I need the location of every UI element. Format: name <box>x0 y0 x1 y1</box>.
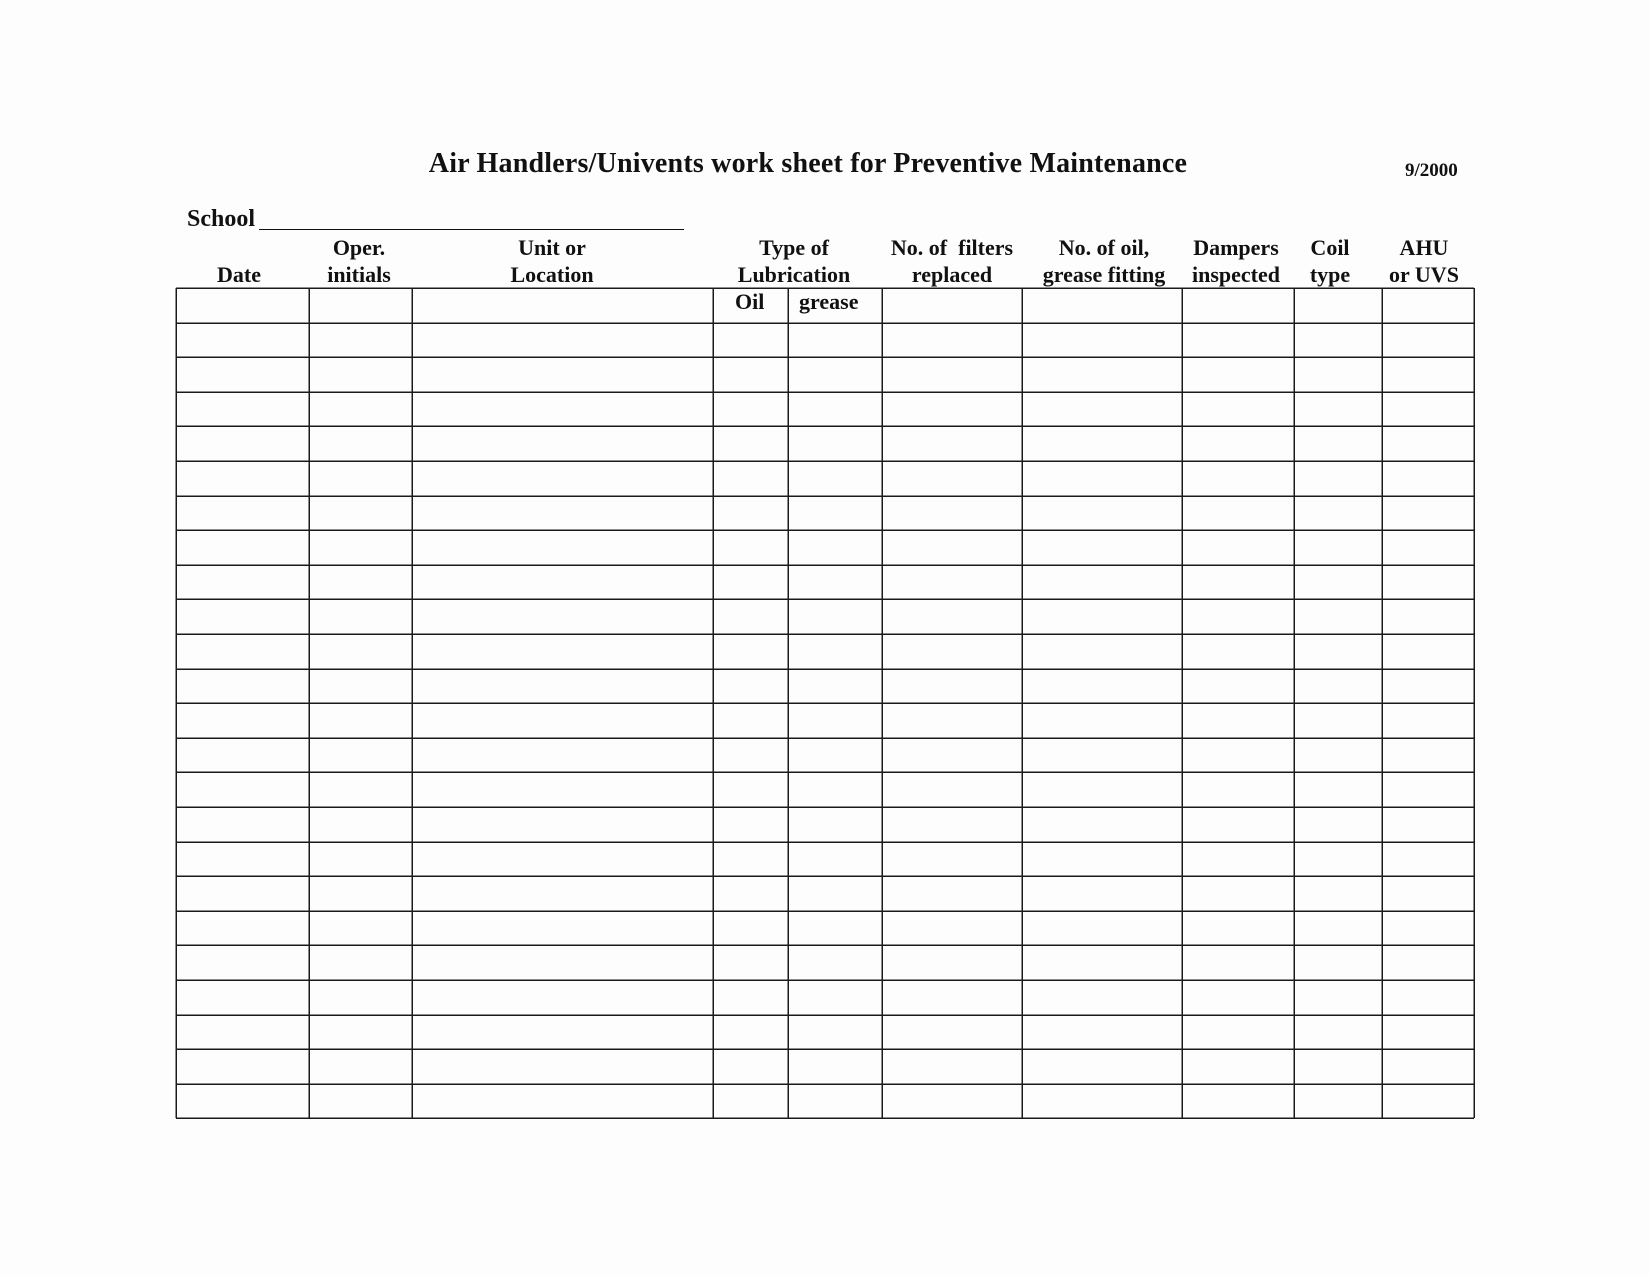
header-lub-line1: Type of <box>759 235 829 260</box>
header-oil-line2: grease fitting <box>1042 262 1166 287</box>
table-cell[interactable] <box>1383 566 1473 599</box>
revision-date: 9/2000 <box>1405 160 1458 181</box>
table-cell[interactable] <box>883 635 1021 668</box>
table-cell[interactable] <box>1023 1016 1181 1049</box>
table-cell[interactable] <box>1023 393 1181 426</box>
table-cell[interactable] <box>1383 635 1473 668</box>
table-cell[interactable] <box>310 843 411 876</box>
table-cell[interactable] <box>177 877 308 910</box>
table-cell[interactable] <box>310 773 411 806</box>
table-cell[interactable] <box>1183 393 1293 426</box>
table-cell[interactable] <box>413 843 712 876</box>
table-cell[interactable] <box>883 877 1021 910</box>
table-cell[interactable] <box>1383 358 1473 391</box>
table-cell[interactable] <box>883 566 1021 599</box>
table-cell[interactable] <box>413 1016 712 1049</box>
table-cell[interactable] <box>883 497 1021 530</box>
table-cell[interactable] <box>714 1085 787 1118</box>
table-cell[interactable] <box>177 427 308 460</box>
table-cell[interactable] <box>1023 704 1181 737</box>
table-cell[interactable] <box>1023 739 1181 772</box>
table-cell[interactable] <box>310 358 411 391</box>
table-cell[interactable] <box>1183 670 1293 703</box>
table-cell[interactable] <box>789 1050 881 1083</box>
subheader-grease: grease <box>799 289 859 314</box>
table-cell[interactable] <box>177 704 308 737</box>
table-cell[interactable] <box>1383 1050 1473 1083</box>
table-cell[interactable] <box>714 566 787 599</box>
table-cell[interactable] <box>310 1085 411 1118</box>
table-cell[interactable] <box>714 912 787 945</box>
header-ahu-line1: AHU <box>1399 235 1449 260</box>
table-cell[interactable] <box>714 981 787 1014</box>
subheader-oil: Oil <box>735 289 765 314</box>
table-cell[interactable] <box>789 704 881 737</box>
table-cell[interactable] <box>413 635 712 668</box>
table-cell[interactable] <box>1295 946 1381 979</box>
table-cell[interactable] <box>177 1085 308 1118</box>
table-cell[interactable] <box>1295 324 1381 357</box>
table-cell[interactable] <box>1295 1085 1381 1118</box>
table-cell[interactable] <box>413 1050 712 1083</box>
table-cell[interactable] <box>1295 462 1381 495</box>
table-cell[interactable] <box>177 462 308 495</box>
table-cell[interactable] <box>177 393 308 426</box>
table-cell[interactable] <box>177 324 308 357</box>
table-cell[interactable] <box>1183 1085 1293 1118</box>
table-cell[interactable] <box>1023 946 1181 979</box>
table-cell[interactable] <box>789 497 881 530</box>
table-cell[interactable] <box>1383 843 1473 876</box>
table-cell[interactable] <box>1383 670 1473 703</box>
table-cell[interactable] <box>310 670 411 703</box>
table-cell[interactable] <box>1023 808 1181 841</box>
header-date-label: Date <box>217 262 261 287</box>
table-cell[interactable] <box>883 427 1021 460</box>
table-cell[interactable] <box>883 462 1021 495</box>
header-dampers-line1: Dampers <box>1193 235 1279 260</box>
table-cell[interactable] <box>1295 1050 1381 1083</box>
table-cell[interactable] <box>1023 600 1181 633</box>
table-cell[interactable] <box>714 808 787 841</box>
header-filters-line1: No. of filters <box>890 235 1014 260</box>
table-cell[interactable] <box>714 670 787 703</box>
table-cell[interactable] <box>413 670 712 703</box>
header-oil-line1: No. of oil, <box>1058 235 1150 260</box>
table-cell[interactable] <box>1023 324 1181 357</box>
table-cell[interactable] <box>1183 843 1293 876</box>
table-cell[interactable] <box>177 946 308 979</box>
table-cell[interactable] <box>1023 670 1181 703</box>
table-cell[interactable] <box>413 704 712 737</box>
table-cell[interactable] <box>883 773 1021 806</box>
table-cell[interactable] <box>789 324 881 357</box>
table-cell[interactable] <box>1295 427 1381 460</box>
table-cell[interactable] <box>714 427 787 460</box>
table-cell[interactable] <box>1183 566 1293 599</box>
school-label: School <box>187 206 256 232</box>
table-cell[interactable] <box>1023 773 1181 806</box>
header-coil-line2: type <box>1309 262 1351 287</box>
table-cell[interactable] <box>310 981 411 1014</box>
table-cell[interactable] <box>714 946 787 979</box>
table-cell[interactable] <box>1383 324 1473 357</box>
table-cell[interactable] <box>789 739 881 772</box>
table-cell[interactable] <box>714 704 787 737</box>
table-cell[interactable] <box>1295 393 1381 426</box>
table-cell[interactable] <box>1383 946 1473 979</box>
table-cell[interactable] <box>177 670 308 703</box>
table-cell[interactable] <box>714 358 787 391</box>
table-cell[interactable] <box>714 773 787 806</box>
table-cell[interactable] <box>714 635 787 668</box>
table-cell[interactable] <box>1295 739 1381 772</box>
table-cell[interactable] <box>310 704 411 737</box>
table-cell[interactable] <box>789 1016 881 1049</box>
table-cell[interactable] <box>177 566 308 599</box>
table-cell[interactable] <box>883 946 1021 979</box>
table-cell[interactable] <box>789 393 881 426</box>
table-cell[interactable] <box>883 358 1021 391</box>
table-cell[interactable] <box>1183 462 1293 495</box>
worksheet-title: Air Handlers/Univents work sheet for Preventive Maintenance <box>428 148 1188 179</box>
table-cell[interactable] <box>1295 358 1381 391</box>
table-cell[interactable] <box>883 808 1021 841</box>
table-cell[interactable] <box>714 877 787 910</box>
table-cell[interactable] <box>413 393 712 426</box>
table-cell[interactable] <box>789 877 881 910</box>
table-cell[interactable] <box>1383 773 1473 806</box>
table-cell[interactable] <box>714 739 787 772</box>
table-cell[interactable] <box>1183 981 1293 1014</box>
table-cell[interactable] <box>883 1050 1021 1083</box>
table-cell[interactable] <box>310 566 411 599</box>
table-cell[interactable] <box>1183 1050 1293 1083</box>
table-cell[interactable] <box>177 635 308 668</box>
table-cell[interactable] <box>413 566 712 599</box>
table-cell[interactable] <box>310 531 411 564</box>
table-cell[interactable] <box>310 808 411 841</box>
table-cell[interactable] <box>1295 773 1381 806</box>
table-cell[interactable] <box>177 1016 308 1049</box>
table-cell[interactable] <box>789 1085 881 1118</box>
table-cell[interactable] <box>1183 739 1293 772</box>
table-cell[interactable] <box>1383 497 1473 530</box>
table-cell[interactable] <box>789 912 881 945</box>
header-lub-line2: Lubrication <box>737 262 851 287</box>
table-cell[interactable] <box>1383 393 1473 426</box>
table-cell[interactable] <box>413 1085 712 1118</box>
table-cell[interactable] <box>1023 981 1181 1014</box>
table-cell[interactable] <box>883 912 1021 945</box>
table-cell[interactable] <box>1023 1050 1181 1083</box>
table-cell[interactable] <box>714 497 787 530</box>
table-cell[interactable] <box>413 739 712 772</box>
table-cell[interactable] <box>1023 497 1181 530</box>
table-cell[interactable] <box>789 600 881 633</box>
table-cell[interactable] <box>310 946 411 979</box>
table-cell[interactable] <box>177 808 308 841</box>
table-cell[interactable] <box>413 462 712 495</box>
table-cell[interactable] <box>883 739 1021 772</box>
table-cell[interactable] <box>1295 566 1381 599</box>
table-cell[interactable] <box>883 1085 1021 1118</box>
table-cell[interactable] <box>310 912 411 945</box>
table-cell[interactable] <box>177 843 308 876</box>
table-cell[interactable] <box>714 324 787 357</box>
table-cell[interactable] <box>883 600 1021 633</box>
header-unit-line2: Location <box>510 262 594 287</box>
table-cell[interactable] <box>177 358 308 391</box>
table-cell[interactable] <box>1023 427 1181 460</box>
table-cell[interactable] <box>1295 497 1381 530</box>
table-cell[interactable] <box>883 393 1021 426</box>
table-cell[interactable] <box>310 1050 411 1083</box>
table-cell[interactable] <box>1023 635 1181 668</box>
table-cell[interactable] <box>413 600 712 633</box>
table-cell[interactable] <box>1295 808 1381 841</box>
table-cell[interactable] <box>1383 462 1473 495</box>
table-cell[interactable] <box>1023 877 1181 910</box>
header-filters-line2: replaced <box>911 262 993 287</box>
table-cell[interactable] <box>714 462 787 495</box>
table-cell[interactable] <box>883 324 1021 357</box>
table-cell[interactable] <box>310 877 411 910</box>
table-cell[interactable] <box>1023 462 1181 495</box>
table-cell[interactable] <box>177 981 308 1014</box>
table-cell[interactable] <box>177 912 308 945</box>
table-cell[interactable] <box>1183 531 1293 564</box>
table-cell[interactable] <box>1383 427 1473 460</box>
table-cell[interactable] <box>413 877 712 910</box>
table-cell[interactable] <box>789 531 881 564</box>
table-cell[interactable] <box>1023 912 1181 945</box>
table-cell[interactable] <box>177 1050 308 1083</box>
table-cell[interactable] <box>310 393 411 426</box>
table-cell[interactable] <box>1383 739 1473 772</box>
header-oper-line1: Oper. <box>332 235 386 260</box>
table-cell[interactable] <box>714 393 787 426</box>
table-cell[interactable] <box>310 635 411 668</box>
table-cell[interactable] <box>177 739 308 772</box>
table-cell[interactable] <box>789 635 881 668</box>
table-cell[interactable] <box>413 981 712 1014</box>
table-cell[interactable] <box>1183 497 1293 530</box>
table-cell[interactable] <box>1023 566 1181 599</box>
header-coil-line1: Coil <box>1310 235 1350 260</box>
table-cell[interactable] <box>413 324 712 357</box>
table-cell[interactable] <box>1183 427 1293 460</box>
table-cell[interactable] <box>1383 1016 1473 1049</box>
table-cell[interactable] <box>1383 877 1473 910</box>
table-cell[interactable] <box>1295 877 1381 910</box>
table-cell[interactable] <box>714 531 787 564</box>
table-cell[interactable] <box>413 497 712 530</box>
table-cell[interactable] <box>1183 808 1293 841</box>
table-cell[interactable] <box>310 427 411 460</box>
table-cell[interactable] <box>1383 600 1473 633</box>
table-cell[interactable] <box>177 600 308 633</box>
table-cell[interactable] <box>883 843 1021 876</box>
table-cell[interactable] <box>1183 600 1293 633</box>
table-cell[interactable] <box>1183 912 1293 945</box>
table-cell[interactable] <box>789 566 881 599</box>
table-cell[interactable] <box>413 773 712 806</box>
table-cell[interactable] <box>310 739 411 772</box>
table-cell[interactable] <box>1295 704 1381 737</box>
table-cell[interactable] <box>1183 1016 1293 1049</box>
table-cell[interactable] <box>1383 1085 1473 1118</box>
table-cell[interactable] <box>883 1016 1021 1049</box>
table-cell[interactable] <box>789 462 881 495</box>
table-cell[interactable] <box>1295 531 1381 564</box>
table-cell[interactable] <box>883 531 1021 564</box>
table-cell[interactable] <box>413 358 712 391</box>
table-cell[interactable] <box>1183 877 1293 910</box>
table-cell[interactable] <box>1295 843 1381 876</box>
table-cell[interactable] <box>1183 946 1293 979</box>
table-cell[interactable] <box>310 324 411 357</box>
table-cell[interactable] <box>177 497 308 530</box>
table-cell[interactable] <box>1383 912 1473 945</box>
table-cell[interactable] <box>413 427 712 460</box>
table-cell[interactable] <box>413 946 712 979</box>
table-cell[interactable] <box>1023 1085 1181 1118</box>
table-cell[interactable] <box>789 843 881 876</box>
table-cell[interactable] <box>177 531 308 564</box>
table-cell[interactable] <box>1183 704 1293 737</box>
table-cell[interactable] <box>413 808 712 841</box>
table-cell[interactable] <box>1183 635 1293 668</box>
table-cell[interactable] <box>1295 600 1381 633</box>
table-cell[interactable] <box>1383 704 1473 737</box>
table-cell[interactable] <box>1295 981 1381 1014</box>
header-dampers-line2: inspected <box>1192 262 1280 287</box>
table-cell[interactable] <box>1023 843 1181 876</box>
table-cell[interactable] <box>177 773 308 806</box>
table-cell[interactable] <box>883 704 1021 737</box>
table-cell[interactable] <box>1183 358 1293 391</box>
table-cell[interactable] <box>310 600 411 633</box>
table-cell[interactable] <box>413 531 712 564</box>
table-cell[interactable] <box>310 1016 411 1049</box>
table-cell[interactable] <box>1383 981 1473 1014</box>
table-cell[interactable] <box>789 773 881 806</box>
header-oper-line2: initials <box>327 262 391 287</box>
table-cell[interactable] <box>789 358 881 391</box>
table-cell[interactable] <box>1295 670 1381 703</box>
table-cell[interactable] <box>1295 1016 1381 1049</box>
table-cell[interactable] <box>1183 324 1293 357</box>
table-cell[interactable] <box>1295 635 1381 668</box>
table-cell[interactable] <box>1183 773 1293 806</box>
table-cell[interactable] <box>789 670 881 703</box>
table-cell[interactable] <box>1023 531 1181 564</box>
table-cell[interactable] <box>714 1016 787 1049</box>
table-cell[interactable] <box>714 1050 787 1083</box>
table-cell[interactable] <box>714 600 787 633</box>
header-unit-line1: Unit or <box>518 235 586 260</box>
table-cell[interactable] <box>789 946 881 979</box>
table-cell[interactable] <box>789 808 881 841</box>
table-cell[interactable] <box>1023 358 1181 391</box>
table-cell[interactable] <box>1295 912 1381 945</box>
header-ahu-line2: or UVS <box>1389 262 1459 287</box>
table-cell[interactable] <box>1383 531 1473 564</box>
table-cell[interactable] <box>413 912 712 945</box>
table-cell[interactable] <box>310 497 411 530</box>
table-cell[interactable] <box>883 981 1021 1014</box>
table-cell[interactable] <box>789 427 881 460</box>
table-cell[interactable] <box>1383 808 1473 841</box>
table-cell[interactable] <box>310 462 411 495</box>
table-cell[interactable] <box>883 670 1021 703</box>
table-cell[interactable] <box>789 981 881 1014</box>
table-cell[interactable] <box>714 843 787 876</box>
